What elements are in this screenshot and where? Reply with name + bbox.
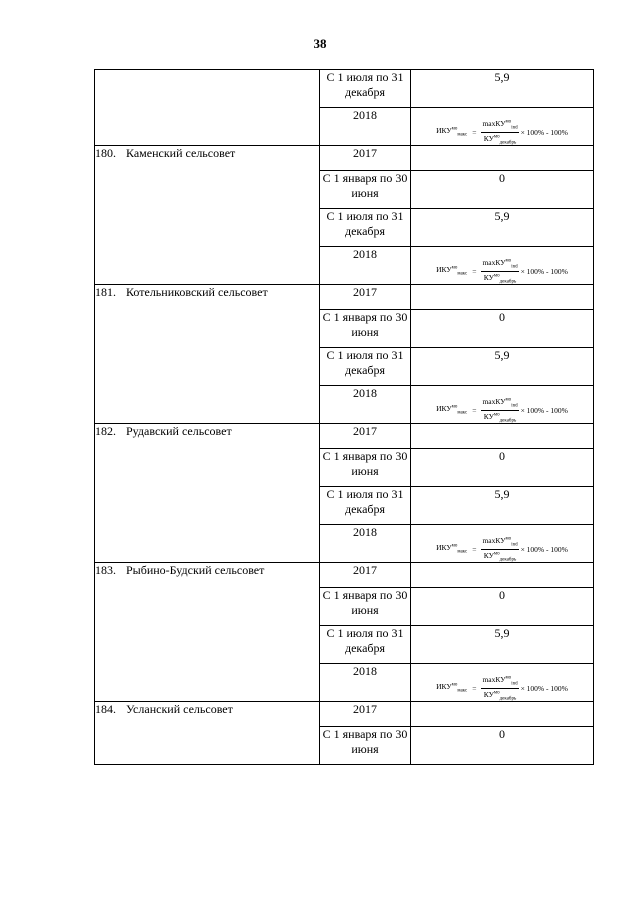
formula-tail: × 100% - 100% [520, 683, 568, 693]
settlement-name: Рыбино-Будский сельсовет [126, 563, 265, 577]
period-cell: 2018 [320, 108, 411, 146]
formula-cell [411, 386, 594, 424]
formula-fraction [481, 675, 518, 701]
value-cell: 5,9 [411, 209, 594, 247]
formula-equals: = [472, 683, 477, 693]
formula [436, 536, 568, 562]
formula-lhs: $ИКУ^{мо}_{макс}$ [436, 265, 468, 277]
formula [436, 675, 568, 701]
formula [436, 397, 568, 423]
period-cell: 2017 [320, 424, 411, 449]
settlement-cell [95, 702, 320, 765]
period-cell: 2018 [320, 664, 411, 702]
formula-numerator: maxКУ$^{мо}_{ind}$ [482, 675, 518, 687]
formula-fraction [481, 536, 518, 562]
formula-tail: × 100% - 100% [520, 127, 568, 137]
settlement-name: Каменский сельсовет [126, 146, 236, 160]
formula-fraction [481, 258, 518, 284]
formula-numerator: maxКУ$^{мо}_{ind}$ [482, 397, 518, 409]
value-cell: 0 [411, 449, 594, 487]
page-number: 38 [313, 36, 327, 51]
settlement-cell [95, 70, 320, 146]
value-cell: 0 [411, 588, 594, 626]
period-cell: С 1 января по 30 июня [320, 449, 411, 487]
formula-tail: × 100% - 100% [520, 266, 568, 276]
formula-cell [411, 664, 594, 702]
period-cell: С 1 января по 30 июня [320, 727, 411, 765]
tariff-table [94, 69, 594, 765]
value-cell [411, 702, 594, 727]
formula-denominator: $КУ^{мо}_{декабрь}$ [483, 550, 517, 562]
formula-equals: = [472, 544, 477, 554]
formula-tail: × 100% - 100% [520, 544, 568, 554]
settlement-cell [95, 424, 320, 563]
formula-numerator: maxКУ$^{мо}_{ind}$ [482, 536, 518, 548]
formula-tail: × 100% - 100% [520, 405, 568, 415]
period-cell: 2017 [320, 702, 411, 727]
settlement-name: Усланский сельсовет [126, 702, 233, 716]
value-cell: 0 [411, 727, 594, 765]
row-index: 184. [95, 702, 116, 716]
period-cell: 2017 [320, 285, 411, 310]
formula-lhs: $ИКУ^{мо}_{макс}$ [436, 126, 468, 138]
value-cell: 0 [411, 310, 594, 348]
value-cell: 5,9 [411, 487, 594, 525]
value-cell [411, 424, 594, 449]
period-cell: С 1 июля по 31 декабря [320, 70, 411, 108]
formula [436, 258, 568, 284]
value-cell: 5,9 [411, 626, 594, 664]
table-row [95, 70, 594, 108]
value-cell: 5,9 [411, 70, 594, 108]
formula-numerator: maxКУ$^{мо}_{ind}$ [482, 119, 518, 131]
formula-cell [411, 247, 594, 285]
settlement-name: Котельниковский сельсовет [126, 285, 268, 299]
value-cell: 5,9 [411, 348, 594, 386]
formula [436, 119, 568, 145]
formula-fraction [481, 119, 518, 145]
formula-lhs: $ИКУ^{мо}_{макс}$ [436, 682, 468, 694]
formula-denominator: $КУ^{мо}_{декабрь}$ [483, 689, 517, 701]
formula-equals: = [472, 405, 477, 415]
period-cell: С 1 июля по 31 декабря [320, 348, 411, 386]
row-index: 180. [95, 146, 116, 160]
settlement-name: Рудавский сельсовет [126, 424, 232, 438]
formula-equals: = [472, 266, 477, 276]
period-cell: 2017 [320, 563, 411, 588]
formula-denominator: $КУ^{мо}_{декабрь}$ [483, 411, 517, 423]
value-cell [411, 285, 594, 310]
formula-denominator: $КУ^{мо}_{декабрь}$ [483, 133, 517, 145]
period-cell: С 1 января по 30 июня [320, 171, 411, 209]
formula-lhs: $ИКУ^{мо}_{макс}$ [436, 404, 468, 416]
formula-lhs: $ИКУ^{мо}_{макс}$ [436, 543, 468, 555]
formula-cell [411, 525, 594, 563]
table-row [95, 563, 594, 588]
table-row [95, 702, 594, 727]
table-row [95, 285, 594, 310]
period-cell: 2017 [320, 146, 411, 171]
period-cell: С 1 июля по 31 декабря [320, 626, 411, 664]
period-cell: 2018 [320, 247, 411, 285]
table-row [95, 146, 594, 171]
row-index: 182. [95, 424, 116, 438]
row-index: 183. [95, 563, 116, 577]
period-cell: С 1 июля по 31 декабря [320, 487, 411, 525]
settlement-cell [95, 563, 320, 702]
period-cell: 2018 [320, 525, 411, 563]
settlement-cell [95, 285, 320, 424]
period-cell: С 1 января по 30 июня [320, 588, 411, 626]
formula-cell [411, 108, 594, 146]
formula-equals: = [472, 127, 477, 137]
row-index: 181. [95, 285, 116, 299]
period-cell: С 1 июля по 31 декабря [320, 209, 411, 247]
formula-numerator: maxКУ$^{мо}_{ind}$ [482, 258, 518, 270]
value-cell: 0 [411, 171, 594, 209]
period-cell: 2018 [320, 386, 411, 424]
period-cell: С 1 января по 30 июня [320, 310, 411, 348]
formula-fraction [481, 397, 518, 423]
value-cell [411, 563, 594, 588]
formula-denominator: $КУ^{мо}_{декабрь}$ [483, 272, 517, 284]
value-cell [411, 146, 594, 171]
table-row [95, 424, 594, 449]
settlement-cell [95, 146, 320, 285]
